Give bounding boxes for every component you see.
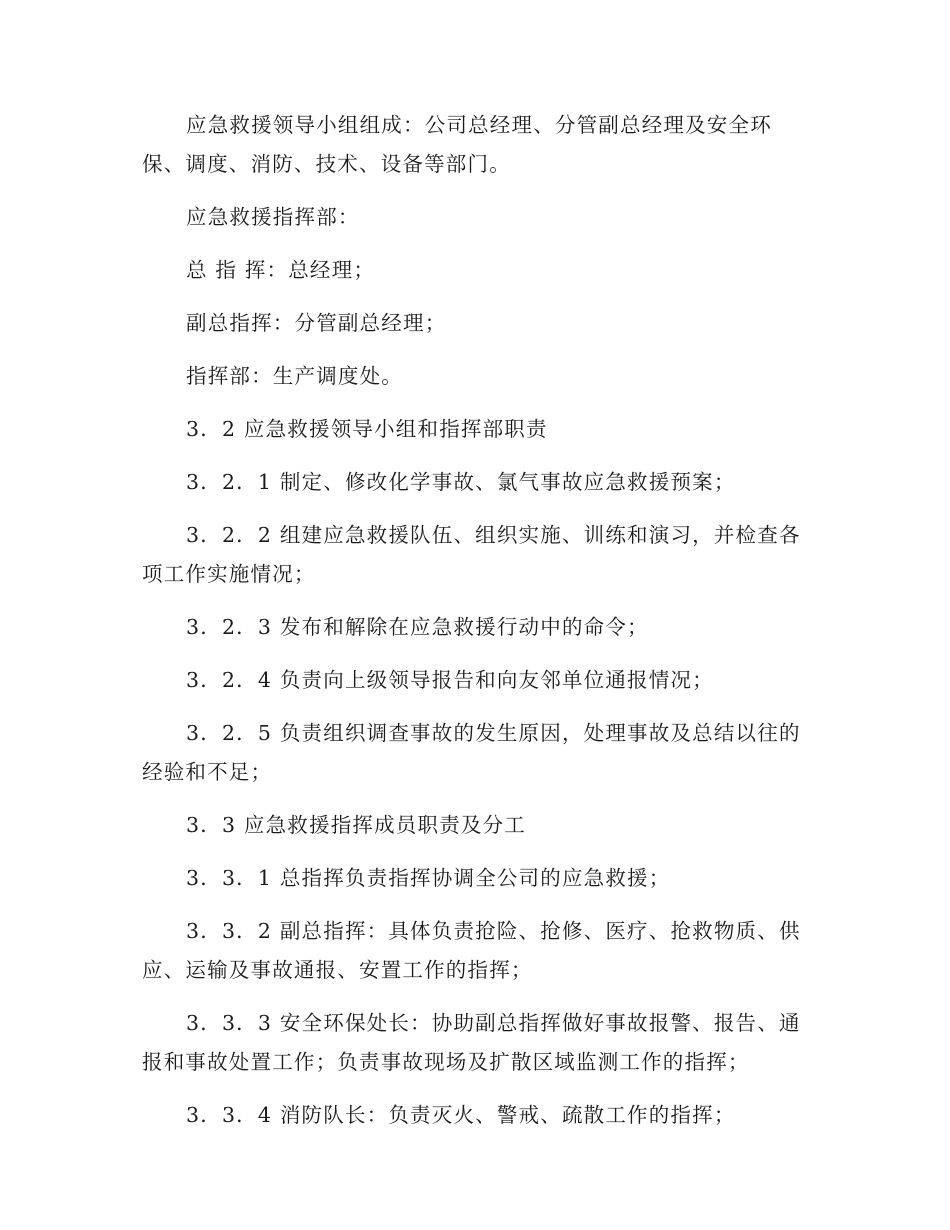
paragraph: 3．3．1 总指挥负责指挥协调全公司的应急救援； [186,866,671,890]
paragraph: 总 指 挥：总经理； [186,258,376,282]
paragraph: 3．3．3 安全环保处长：协助副总指挥做好事故报警、报告、通报和事故处置工作；负责事故现场及扩散区域监测工作的指挥； [142,1011,801,1074]
paragraph: 3．2．2 组建应急救援队伍、组织实施、训练和演习，并检查各项工作实施情况； [142,523,801,586]
paragraph: 3．3．4 消防队长：负责灭火、警戒、疏散工作的指挥； [186,1103,736,1127]
section-heading: 3．3 应急救援指挥成员职责及分工 [186,813,527,837]
paragraph: 副总指挥：分管副总经理； [186,311,447,335]
document-page [142,106,802,1149]
section-heading: 3．2 应急救援领导小组和指挥部职责 [186,417,548,441]
paragraph: 3．2．1 制定、修改化学事故、氯气事故应急救援预案； [186,470,736,494]
paragraph: 指挥部：生产调度处。 [186,364,403,388]
paragraph: 3．2．5 负责组织调查事故的发生原因，处理事故及总结以往的经验和不足； [142,721,801,784]
paragraph: 3．3．2 副总指挥：具体负责抢险、抢修、医疗、抢救物质、供应、运输及事故通报、安置工作的指挥； [142,919,801,982]
paragraph: 应急救援指挥部： [186,205,360,229]
paragraph: 3．2．4 负责向上级领导报告和向友邻单位通报情况； [186,668,714,692]
paragraph: 3．2．3 发布和解除在应急救援行动中的命令； [186,615,649,639]
paragraph: 应急救援领导小组组成：公司总经理、分管副总经理及安全环保、调度、消防、技术、设备等部门。 [142,113,772,176]
